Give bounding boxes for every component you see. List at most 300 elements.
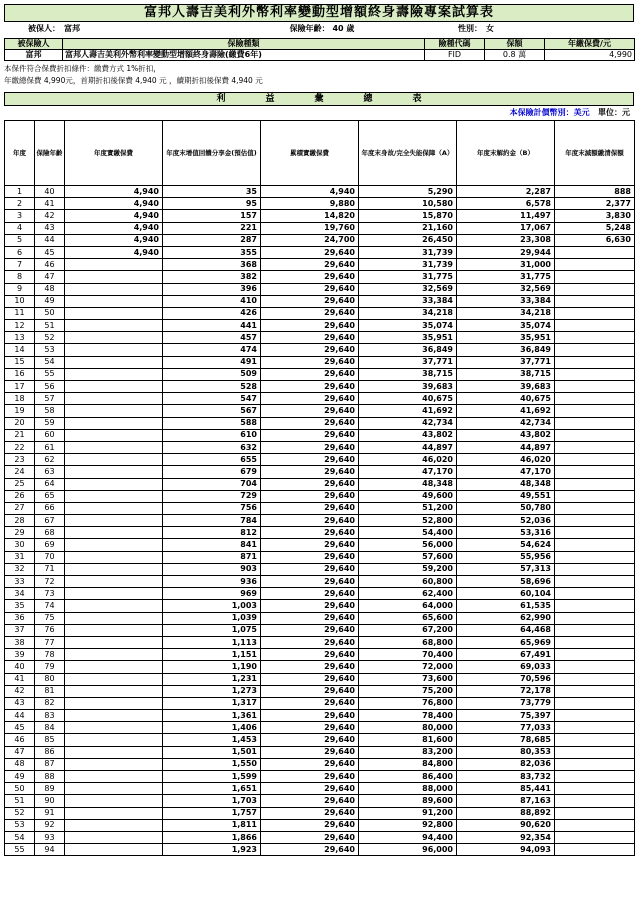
table-cell: [65, 295, 163, 307]
col-age: 保險年齡: [35, 121, 65, 186]
policy-product: 富邦人壽吉美利外幣利率變動型增額終身壽險(繳費6年): [63, 50, 425, 61]
table-cell: 76,800: [359, 697, 457, 709]
table-cell: 655: [163, 454, 261, 466]
table-cell: 969: [163, 588, 261, 600]
table-cell: 784: [163, 515, 261, 527]
table-cell: [555, 636, 635, 648]
table-cell: 64,000: [359, 600, 457, 612]
table-cell: 4,940: [65, 234, 163, 246]
table-row: [5, 710, 635, 722]
table-cell: 46,020: [457, 454, 555, 466]
table-cell: 29,640: [261, 295, 359, 307]
table-cell: 29,640: [261, 649, 359, 661]
table-cell: 21: [5, 429, 35, 441]
table-cell: 34: [5, 588, 35, 600]
table-cell: [65, 527, 163, 539]
table-cell: 22: [5, 441, 35, 453]
table-cell: 56,000: [359, 539, 457, 551]
table-cell: 29,640: [261, 478, 359, 490]
table-cell: [555, 844, 635, 856]
table-cell: 94: [35, 844, 65, 856]
table-cell: 29,640: [261, 502, 359, 514]
policy-header-amount: 保額: [485, 39, 545, 50]
table-cell: 40,675: [457, 393, 555, 405]
table-cell: 31: [5, 551, 35, 563]
table-cell: 29,640: [261, 673, 359, 685]
table-cell: [65, 819, 163, 831]
table-cell: 51: [5, 795, 35, 807]
insured-age: 保險年齡： 40 歲: [289, 24, 355, 33]
table-cell: [555, 746, 635, 758]
table-cell: 44: [35, 234, 65, 246]
table-cell: [555, 673, 635, 685]
table-cell: 42,734: [359, 417, 457, 429]
table-cell: 11: [5, 307, 35, 319]
table-cell: 65,600: [359, 612, 457, 624]
table-cell: 44: [5, 710, 35, 722]
table-cell: 74: [35, 600, 65, 612]
table-cell: [555, 271, 635, 283]
table-cell: 704: [163, 478, 261, 490]
table-cell: 16: [5, 368, 35, 380]
table-cell: [555, 758, 635, 770]
table-cell: [65, 320, 163, 332]
table-cell: 68,800: [359, 636, 457, 648]
table-cell: 29,640: [261, 320, 359, 332]
table-cell: 410: [163, 295, 261, 307]
table-cell: 58: [35, 405, 65, 417]
col-year: 年度: [5, 121, 35, 186]
table-cell: [65, 429, 163, 441]
table-cell: 29,640: [261, 588, 359, 600]
table-row: [5, 271, 635, 283]
table-cell: [65, 332, 163, 344]
table-cell: 86: [35, 746, 65, 758]
table-cell: 2: [5, 198, 35, 210]
table-cell: 457: [163, 332, 261, 344]
table-cell: 87: [35, 758, 65, 770]
table-cell: 37: [5, 624, 35, 636]
table-cell: 29,640: [261, 710, 359, 722]
table-cell: [65, 844, 163, 856]
table-cell: 50: [5, 783, 35, 795]
table-cell: 841: [163, 539, 261, 551]
table-cell: 396: [163, 283, 261, 295]
table-cell: 73: [35, 588, 65, 600]
table-cell: 85: [35, 734, 65, 746]
table-cell: 69: [35, 539, 65, 551]
table-cell: 82,036: [457, 758, 555, 770]
insured-name: 富邦: [64, 24, 80, 33]
table-cell: [555, 356, 635, 368]
table-cell: 29,640: [261, 539, 359, 551]
table-cell: [555, 831, 635, 843]
table-cell: [65, 783, 163, 795]
table-cell: 23: [5, 454, 35, 466]
table-cell: 48: [5, 758, 35, 770]
table-cell: 426: [163, 307, 261, 319]
table-cell: 29,640: [261, 685, 359, 697]
table-cell: 4,940: [65, 210, 163, 222]
table-row: [5, 246, 635, 258]
table-cell: 82: [35, 697, 65, 709]
table-cell: 5,290: [359, 186, 457, 198]
table-row: [5, 539, 635, 551]
table-cell: 26: [5, 490, 35, 502]
table-cell: 63: [35, 466, 65, 478]
table-cell: 62,990: [457, 612, 555, 624]
table-cell: 31,739: [359, 259, 457, 271]
table-cell: 1,231: [163, 673, 261, 685]
table-cell: 491: [163, 356, 261, 368]
table-cell: 8: [5, 271, 35, 283]
table-cell: 60,104: [457, 588, 555, 600]
table-cell: 40: [35, 186, 65, 198]
table-cell: 59,200: [359, 563, 457, 575]
table-cell: 157: [163, 210, 261, 222]
table-row: [5, 405, 635, 417]
policy-premium: 4,990: [545, 50, 635, 61]
table-cell: 1,550: [163, 758, 261, 770]
policy-header-product: 保險種類: [63, 39, 425, 50]
table-cell: 27: [5, 502, 35, 514]
table-cell: 72,178: [457, 685, 555, 697]
table-cell: 29,640: [261, 466, 359, 478]
table-cell: 90: [35, 795, 65, 807]
table-cell: 42: [35, 210, 65, 222]
table-cell: 38: [5, 636, 35, 648]
table-cell: 29: [5, 527, 35, 539]
table-cell: 51,200: [359, 502, 457, 514]
table-cell: 528: [163, 381, 261, 393]
table-cell: 29,640: [261, 661, 359, 673]
table-cell: 92: [35, 819, 65, 831]
table-cell: 80,000: [359, 722, 457, 734]
table-cell: 60,800: [359, 576, 457, 588]
table-cell: 2,377: [555, 198, 635, 210]
table-cell: 24,700: [261, 234, 359, 246]
table-row: [5, 295, 635, 307]
table-cell: 68: [35, 527, 65, 539]
table-cell: [65, 624, 163, 636]
table-cell: 72: [35, 576, 65, 588]
table-cell: 30: [5, 539, 35, 551]
table-row: [5, 515, 635, 527]
table-row: [5, 819, 635, 831]
table-cell: [65, 831, 163, 843]
table-cell: 1,273: [163, 685, 261, 697]
table-cell: 84,800: [359, 758, 457, 770]
table-cell: [555, 783, 635, 795]
table-cell: 1,406: [163, 722, 261, 734]
table-cell: [65, 368, 163, 380]
table-cell: 48,348: [457, 478, 555, 490]
table-cell: 4,940: [65, 186, 163, 198]
table-cell: [555, 454, 635, 466]
table-cell: 4,940: [65, 222, 163, 234]
table-cell: [555, 320, 635, 332]
table-cell: 29,640: [261, 600, 359, 612]
table-row: [5, 368, 635, 380]
table-cell: 37,771: [359, 356, 457, 368]
table-cell: 903: [163, 563, 261, 575]
table-cell: 65: [35, 490, 65, 502]
table-row: [5, 734, 635, 746]
table-row: [5, 417, 635, 429]
table-row: [5, 356, 635, 368]
table-cell: [65, 502, 163, 514]
policy-amount: 0.8 萬: [485, 50, 545, 61]
table-cell: 4,940: [65, 198, 163, 210]
table-row: [5, 527, 635, 539]
table-cell: 10: [5, 295, 35, 307]
table-cell: 29,640: [261, 771, 359, 783]
table-cell: 4,940: [65, 246, 163, 258]
table-cell: 29,640: [261, 612, 359, 624]
table-cell: 40: [5, 661, 35, 673]
table-cell: 12: [5, 320, 35, 332]
table-cell: 36: [5, 612, 35, 624]
table-cell: [65, 588, 163, 600]
table-cell: 78,685: [457, 734, 555, 746]
table-cell: 93: [35, 831, 65, 843]
table-row: [5, 612, 635, 624]
table-cell: 73,600: [359, 673, 457, 685]
table-cell: 38,715: [359, 368, 457, 380]
table-cell: 39,683: [457, 381, 555, 393]
table-cell: [65, 271, 163, 283]
table-cell: 49,600: [359, 490, 457, 502]
table-cell: 1,075: [163, 624, 261, 636]
table-cell: 70,400: [359, 649, 457, 661]
table-cell: [65, 636, 163, 648]
table-cell: 1,003: [163, 600, 261, 612]
table-row: [5, 807, 635, 819]
table-cell: 221: [163, 222, 261, 234]
table-cell: 84: [35, 722, 65, 734]
table-cell: 3,830: [555, 210, 635, 222]
table-row: [5, 831, 635, 843]
table-row: [5, 210, 635, 222]
table-cell: 15,870: [359, 210, 457, 222]
table-cell: 509: [163, 368, 261, 380]
table-cell: 80,353: [457, 746, 555, 758]
table-cell: [555, 502, 635, 514]
table-cell: 29,640: [261, 819, 359, 831]
table-cell: [65, 539, 163, 551]
table-cell: 92,354: [457, 831, 555, 843]
table-cell: 29,640: [261, 393, 359, 405]
table-cell: 29,640: [261, 734, 359, 746]
table-cell: 1,361: [163, 710, 261, 722]
table-cell: 57: [35, 393, 65, 405]
table-cell: 32: [5, 563, 35, 575]
table-cell: 35,074: [359, 320, 457, 332]
table-cell: 78,400: [359, 710, 457, 722]
table-cell: 55,956: [457, 551, 555, 563]
table-row: [5, 551, 635, 563]
table-cell: 29,640: [261, 246, 359, 258]
table-cell: 1,599: [163, 771, 261, 783]
col-waiver: 年度末減額繳清保額: [555, 121, 635, 186]
table-row: [5, 746, 635, 758]
table-cell: 55: [35, 368, 65, 380]
table-cell: 1,501: [163, 746, 261, 758]
table-cell: [65, 746, 163, 758]
table-cell: 1,317: [163, 697, 261, 709]
table-cell: 75,200: [359, 685, 457, 697]
table-cell: 21,160: [359, 222, 457, 234]
table-row: [5, 344, 635, 356]
table-cell: 66: [35, 502, 65, 514]
table-cell: 60: [35, 429, 65, 441]
table-row: [5, 307, 635, 319]
table-cell: 26,450: [359, 234, 457, 246]
table-cell: 77,033: [457, 722, 555, 734]
table-row: [5, 320, 635, 332]
table-cell: 69,033: [457, 661, 555, 673]
table-cell: 32,569: [457, 283, 555, 295]
table-row: [5, 758, 635, 770]
table-cell: [555, 807, 635, 819]
col-surrender: 年度末解約金（B）: [457, 121, 555, 186]
table-cell: [65, 478, 163, 490]
table-row: [5, 222, 635, 234]
table-cell: 44,897: [359, 441, 457, 453]
table-cell: 29,640: [261, 441, 359, 453]
table-cell: 50: [35, 307, 65, 319]
table-cell: 29,640: [261, 527, 359, 539]
table-cell: [65, 344, 163, 356]
table-cell: 85,441: [457, 783, 555, 795]
table-cell: 88: [35, 771, 65, 783]
table-cell: 31,000: [457, 259, 555, 271]
table-cell: 29,640: [261, 515, 359, 527]
table-cell: 57,313: [457, 563, 555, 575]
currency-label: 本保險計價幣別：: [509, 108, 574, 117]
table-cell: 29,640: [261, 381, 359, 393]
table-cell: 6,630: [555, 234, 635, 246]
table-row: [5, 234, 635, 246]
table-row: [5, 259, 635, 271]
policy-header-premium: 年繳保費/元: [545, 39, 635, 50]
table-cell: 41: [35, 198, 65, 210]
table-cell: 29,944: [457, 246, 555, 258]
table-row: [5, 673, 635, 685]
table-cell: 888: [555, 186, 635, 198]
table-cell: [65, 454, 163, 466]
table-cell: 96,000: [359, 844, 457, 856]
table-cell: 86,400: [359, 771, 457, 783]
table-cell: 6: [5, 246, 35, 258]
table-cell: 39: [5, 649, 35, 661]
table-cell: 29,640: [261, 844, 359, 856]
table-cell: 29,640: [261, 783, 359, 795]
table-cell: 52: [5, 807, 35, 819]
table-cell: 70,596: [457, 673, 555, 685]
col-bonus: 年度末增值回饋分享金(預估值): [163, 121, 261, 186]
table-cell: 46: [35, 259, 65, 271]
table-cell: 64,468: [457, 624, 555, 636]
table-cell: 632: [163, 441, 261, 453]
table-cell: 36,849: [457, 344, 555, 356]
table-cell: 29,640: [261, 356, 359, 368]
table-cell: 42: [5, 685, 35, 697]
table-cell: 29,640: [261, 332, 359, 344]
discount-note: 本保件符合保費折扣條件：繳費方式 1%折扣，: [4, 64, 161, 73]
table-cell: 34,218: [457, 307, 555, 319]
table-cell: 88,892: [457, 807, 555, 819]
table-cell: [65, 600, 163, 612]
table-cell: 35: [163, 186, 261, 198]
table-row: [5, 783, 635, 795]
table-cell: 44,897: [457, 441, 555, 453]
table-cell: 441: [163, 320, 261, 332]
table-cell: 29,640: [261, 405, 359, 417]
table-cell: 67,491: [457, 649, 555, 661]
table-cell: 91: [35, 807, 65, 819]
table-row: [5, 429, 635, 441]
table-cell: 31,775: [457, 271, 555, 283]
table-cell: 29,640: [261, 271, 359, 283]
table-cell: 39,683: [359, 381, 457, 393]
table-cell: 52,036: [457, 515, 555, 527]
table-cell: 23,308: [457, 234, 555, 246]
table-cell: 87,163: [457, 795, 555, 807]
table-cell: 48,348: [359, 478, 457, 490]
table-row: [5, 576, 635, 588]
table-cell: 52: [35, 332, 65, 344]
table-cell: 50,780: [457, 502, 555, 514]
table-cell: 53: [35, 344, 65, 356]
table-cell: 10,580: [359, 198, 457, 210]
table-cell: 31,739: [359, 246, 457, 258]
table-cell: 79: [35, 661, 65, 673]
table-cell: 43,802: [359, 429, 457, 441]
gender-label: 性別：: [458, 24, 482, 33]
table-cell: 47,170: [457, 466, 555, 478]
gender-value: 女: [486, 24, 494, 33]
table-cell: 1: [5, 186, 35, 198]
table-cell: 2,287: [457, 186, 555, 198]
table-cell: 17,067: [457, 222, 555, 234]
table-cell: 83,732: [457, 771, 555, 783]
table-cell: 32,569: [359, 283, 457, 295]
table-cell: [555, 819, 635, 831]
table-cell: [65, 771, 163, 783]
table-cell: 37,771: [457, 356, 555, 368]
table-cell: [555, 478, 635, 490]
table-cell: 29,640: [261, 807, 359, 819]
table-row: [5, 490, 635, 502]
table-cell: 59: [35, 417, 65, 429]
page-title: 富邦人壽吉美利外幣利率變動型增額終身壽險專案試算表: [4, 4, 634, 22]
insured-info-table: [4, 24, 634, 34]
table-cell: [555, 295, 635, 307]
table-cell: 729: [163, 490, 261, 502]
table-cell: 588: [163, 417, 261, 429]
table-cell: 29,640: [261, 283, 359, 295]
table-row: [5, 454, 635, 466]
unit-label: 單位：元: [598, 108, 630, 117]
table-cell: 35,074: [457, 320, 555, 332]
table-cell: 14,820: [261, 210, 359, 222]
table-cell: 81,600: [359, 734, 457, 746]
table-cell: [65, 563, 163, 575]
table-cell: 57,600: [359, 551, 457, 563]
table-cell: 29,640: [261, 624, 359, 636]
table-cell: 355: [163, 246, 261, 258]
